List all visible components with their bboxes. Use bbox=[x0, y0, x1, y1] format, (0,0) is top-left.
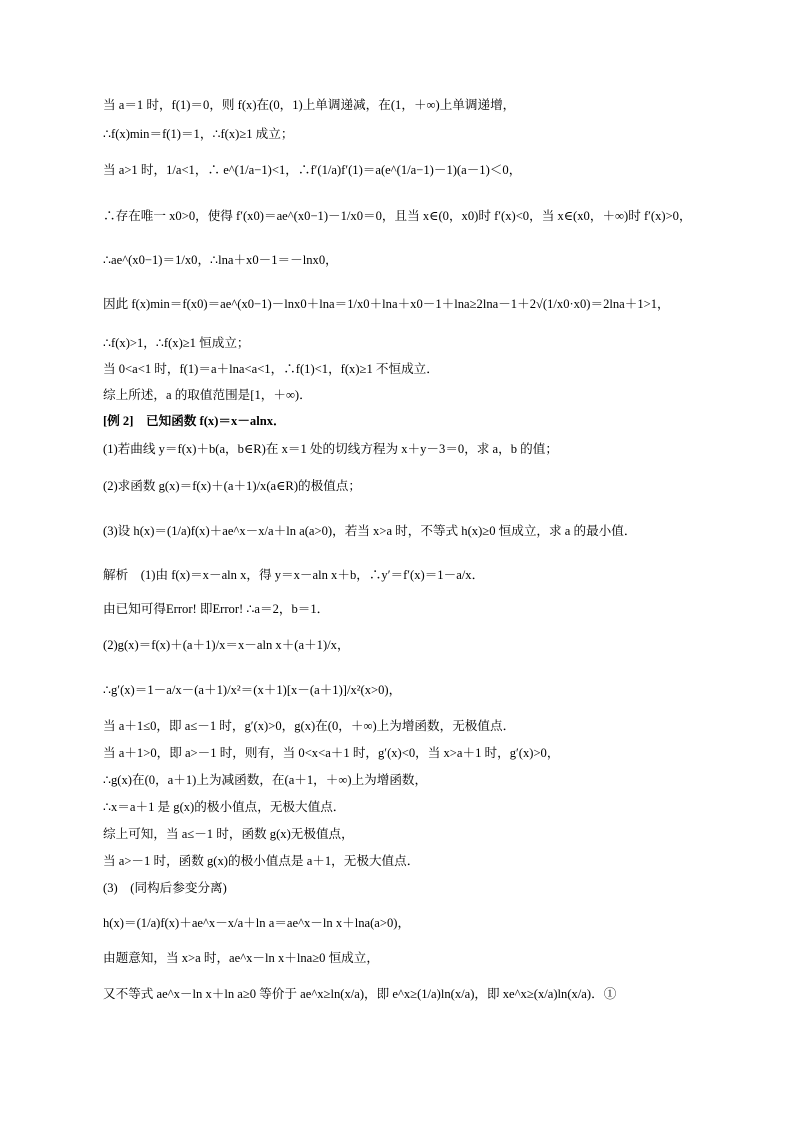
text-line: 综上所述，a 的取值范围是[1，＋∞)． bbox=[103, 388, 312, 402]
text-line: ∴ae^(x0−1)＝1/x0，∴lna＋x0－1＝－lnx0， bbox=[103, 253, 338, 267]
text-line: 当 0<a<1 时，f(1)＝a＋lna<a<1，∴f(1)<1，f(x)≥1 不恒成立． bbox=[103, 362, 439, 376]
text-line: (2)g(x)＝f(x)＋(a＋1)/x＝x－aln x＋(a＋1)/x， bbox=[103, 638, 350, 652]
question-1: (1)若曲线 y＝f(x)＋b(a，b∈R)在 x＝1 处的切线方程为 x＋y－3＝0，求 a，b 的值； bbox=[103, 442, 558, 456]
text-line: 当 a>－1 时，函数 g(x)的极小值点是 a＋1，无极大值点． bbox=[103, 854, 420, 868]
text-line: ∴存在唯一 x0>0，使得 f′(x0)＝ae^(x0−1)－1/x0＝0，且当 x∈(0，x0)时 f′(x)<0，当 x∈(x0，＋∞)时 f′(x)>0， bbox=[103, 209, 692, 223]
question-3: (3)设 h(x)＝(1/a)f(x)＋ae^x－x/a＋ln a(a>0)，若当 x>a 时，不等式 h(x)≥0 恒成立，求 a 的最小值． bbox=[103, 524, 637, 538]
text-line: 因此 f(x)min＝f(x0)＝ae^(x0−1)－lnx0＋lna＝1/x0＋lna＋x0－1＋lna≥2lna－1＋2√(1/x0·x0)＝2lna＋1>1， bbox=[103, 297, 670, 311]
text-line: ∴g(x)在(0，a＋1)上为减函数，在(a＋1，＋∞)上为增函数， bbox=[103, 773, 428, 787]
text-line: 由题意知，当 x>a 时，ae^x－ln x＋lna≥0 恒成立， bbox=[103, 951, 379, 965]
example-heading: [例 2] 已知函数 f(x)＝x－alnx． bbox=[103, 414, 286, 428]
solution-start: 解析 (1)由 f(x)＝x－aln x，得 y＝x－aln x＋b，∴y′＝f′(x)＝1－a/x． bbox=[103, 568, 485, 582]
question-2: (2)求函数 g(x)＝f(x)＋(a＋1)/x(a∈R)的极值点； bbox=[103, 479, 361, 493]
text-line: h(x)＝(1/a)f(x)＋ae^x－x/a＋ln a＝ae^x－ln x＋lna(a>0)， bbox=[103, 916, 411, 930]
text-line: (3) (同构后参变分离) bbox=[103, 881, 227, 895]
text-line: 当 a＋1>0，即 a>－1 时，则有，当 0<x<a＋1 时，g′(x)<0，当 x>a＋1 时，g′(x)>0， bbox=[103, 746, 560, 760]
text-line: ∴g′(x)＝1－a/x－(a＋1)/x²＝(x＋1)[x－(a＋1)]/x²(x>0)， bbox=[103, 683, 402, 697]
text-line: 综上可知，当 a≤－1 时，函数 g(x)无极值点， bbox=[103, 827, 354, 841]
text-line: ∴f(x)min＝f(1)＝1，∴f(x)≥1 成立； bbox=[103, 127, 294, 141]
text-line: ∴f(x)>1，∴f(x)≥1 恒成立； bbox=[103, 336, 250, 350]
text-line: 当 a＝1 时，f(1)＝0，则 f(x)在(0，1)上单调递减，在(1，＋∞)上单调递增， bbox=[103, 98, 516, 112]
text-line: ∴x＝a＋1 是 g(x)的极小值点，无极大值点． bbox=[103, 800, 346, 814]
text-line: 当 a＋1≤0，即 a≤－1 时，g′(x)>0，g(x)在(0，＋∞)上为增函数，无极值点． bbox=[103, 719, 516, 733]
text-line: 当 a>1 时，1/a<1，∴ e^(1/a−1)<1，∴f′(1/a)f′(1)＝a(e^(1/a−1)－1)(a－1)＜0， bbox=[103, 163, 522, 177]
text-line: 又不等式 ae^x－ln x＋ln a≥0 等价于 ae^x≥ln(x/a)，即 e^x≥(1/a)ln(x/a)，即 xe^x≥(x/a)ln(x/a)．① bbox=[103, 987, 617, 1001]
text-line: 由已知可得Error! 即Error! ∴a＝2，b＝1． bbox=[103, 602, 330, 616]
